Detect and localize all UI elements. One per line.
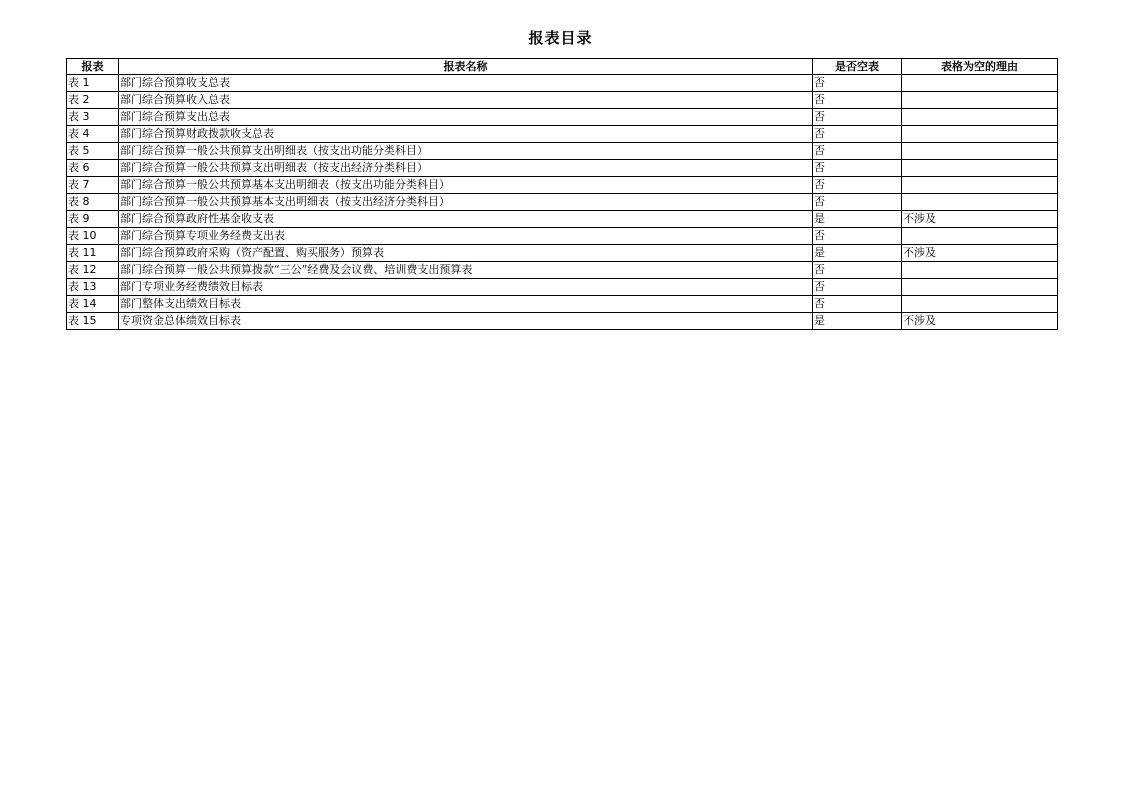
- empty-reason-cell: [902, 296, 1058, 313]
- table-row: [67, 177, 1058, 194]
- report-id-cell: 表 7: [67, 177, 119, 194]
- report-id-cell: 表 14: [67, 296, 119, 313]
- table-row: [67, 313, 1058, 330]
- report-catalog-table: [66, 58, 1058, 330]
- table-row: [67, 296, 1058, 313]
- report-name-cell: 部门综合预算收支总表: [119, 75, 813, 92]
- table-row: [67, 126, 1058, 143]
- is-empty-cell: 是: [813, 313, 902, 330]
- report-id-cell: 表 3: [67, 109, 119, 126]
- table-row: [67, 211, 1058, 228]
- report-name-cell: 部门综合预算收入总表: [119, 92, 813, 109]
- table-body: [67, 75, 1058, 330]
- report-name-cell: 部门综合预算一般公共预算支出明细表（按支出功能分类科目）: [119, 143, 813, 160]
- empty-reason-cell: [902, 279, 1058, 296]
- header-report-id: 报表: [67, 59, 119, 75]
- report-id-cell: 表 5: [67, 143, 119, 160]
- is-empty-cell: 否: [813, 92, 902, 109]
- report-id-cell: 表 6: [67, 160, 119, 177]
- is-empty-cell: 否: [813, 160, 902, 177]
- report-name-cell: 部门整体支出绩效目标表: [119, 296, 813, 313]
- page-title: 报表目录: [528, 29, 593, 47]
- is-empty-cell: 是: [813, 211, 902, 228]
- report-name-cell: 部门综合预算财政拨款收支总表: [119, 126, 813, 143]
- empty-reason-cell: [902, 177, 1058, 194]
- is-empty-cell: 否: [813, 109, 902, 126]
- empty-reason-cell: [902, 143, 1058, 160]
- empty-reason-cell: 不涉及: [902, 313, 1058, 330]
- is-empty-cell: 否: [813, 279, 902, 296]
- table-row: [67, 228, 1058, 245]
- empty-reason-cell: 不涉及: [902, 245, 1058, 262]
- table-row: [67, 75, 1058, 92]
- empty-reason-cell: [902, 92, 1058, 109]
- is-empty-cell: 否: [813, 177, 902, 194]
- report-name-cell: 部门综合预算政府采购（资产配置、购买服务）预算表: [119, 245, 813, 262]
- table-row: [67, 245, 1058, 262]
- report-id-cell: 表 11: [67, 245, 119, 262]
- empty-reason-cell: [902, 262, 1058, 279]
- report-name-cell: 专项资金总体绩效目标表: [119, 313, 813, 330]
- report-id-cell: 表 13: [67, 279, 119, 296]
- report-id-cell: 表 8: [67, 194, 119, 211]
- report-id-cell: 表 12: [67, 262, 119, 279]
- is-empty-cell: 否: [813, 228, 902, 245]
- empty-reason-cell: [902, 109, 1058, 126]
- is-empty-cell: 否: [813, 296, 902, 313]
- empty-reason-cell: [902, 194, 1058, 211]
- report-name-cell: 部门综合预算一般公共预算基本支出明细表（按支出经济分类科目）: [119, 194, 813, 211]
- is-empty-cell: 否: [813, 143, 902, 160]
- is-empty-cell: 是: [813, 245, 902, 262]
- report-name-cell: 部门专项业务经费绩效目标表: [119, 279, 813, 296]
- report-id-cell: 表 2: [67, 92, 119, 109]
- report-name-cell: 部门综合预算一般公共预算基本支出明细表（按支出功能分类科目）: [119, 177, 813, 194]
- report-id-cell: 表 9: [67, 211, 119, 228]
- report-name-cell: 部门综合预算一般公共预算支出明细表（按支出经济分类科目）: [119, 160, 813, 177]
- is-empty-cell: 否: [813, 262, 902, 279]
- report-name-cell: 部门综合预算专项业务经费支出表: [119, 228, 813, 245]
- header-is-empty: 是否空表: [813, 59, 902, 75]
- report-name-cell: 部门综合预算支出总表: [119, 109, 813, 126]
- table-row: [67, 92, 1058, 109]
- table-row: [67, 194, 1058, 211]
- header-report-name: 报表名称: [119, 59, 813, 75]
- table-row: [67, 160, 1058, 177]
- report-id-cell: 表 10: [67, 228, 119, 245]
- empty-reason-cell: 不涉及: [902, 211, 1058, 228]
- report-name-cell: 部门综合预算政府性基金收支表: [119, 211, 813, 228]
- table-row: [67, 143, 1058, 160]
- header-empty-reason: 表格为空的理由: [902, 59, 1058, 75]
- report-id-cell: 表 1: [67, 75, 119, 92]
- table-header-row: [67, 59, 1058, 75]
- table-row: [67, 109, 1058, 126]
- empty-reason-cell: [902, 75, 1058, 92]
- is-empty-cell: 否: [813, 75, 902, 92]
- empty-reason-cell: [902, 228, 1058, 245]
- table-row: [67, 279, 1058, 296]
- report-id-cell: 表 4: [67, 126, 119, 143]
- is-empty-cell: 否: [813, 126, 902, 143]
- is-empty-cell: 否: [813, 194, 902, 211]
- empty-reason-cell: [902, 160, 1058, 177]
- report-id-cell: 表 15: [67, 313, 119, 330]
- table-row: [67, 262, 1058, 279]
- report-name-cell: 部门综合预算一般公共预算拨款“三公”经费及会议费、培训费支出预算表: [119, 262, 813, 279]
- empty-reason-cell: [902, 126, 1058, 143]
